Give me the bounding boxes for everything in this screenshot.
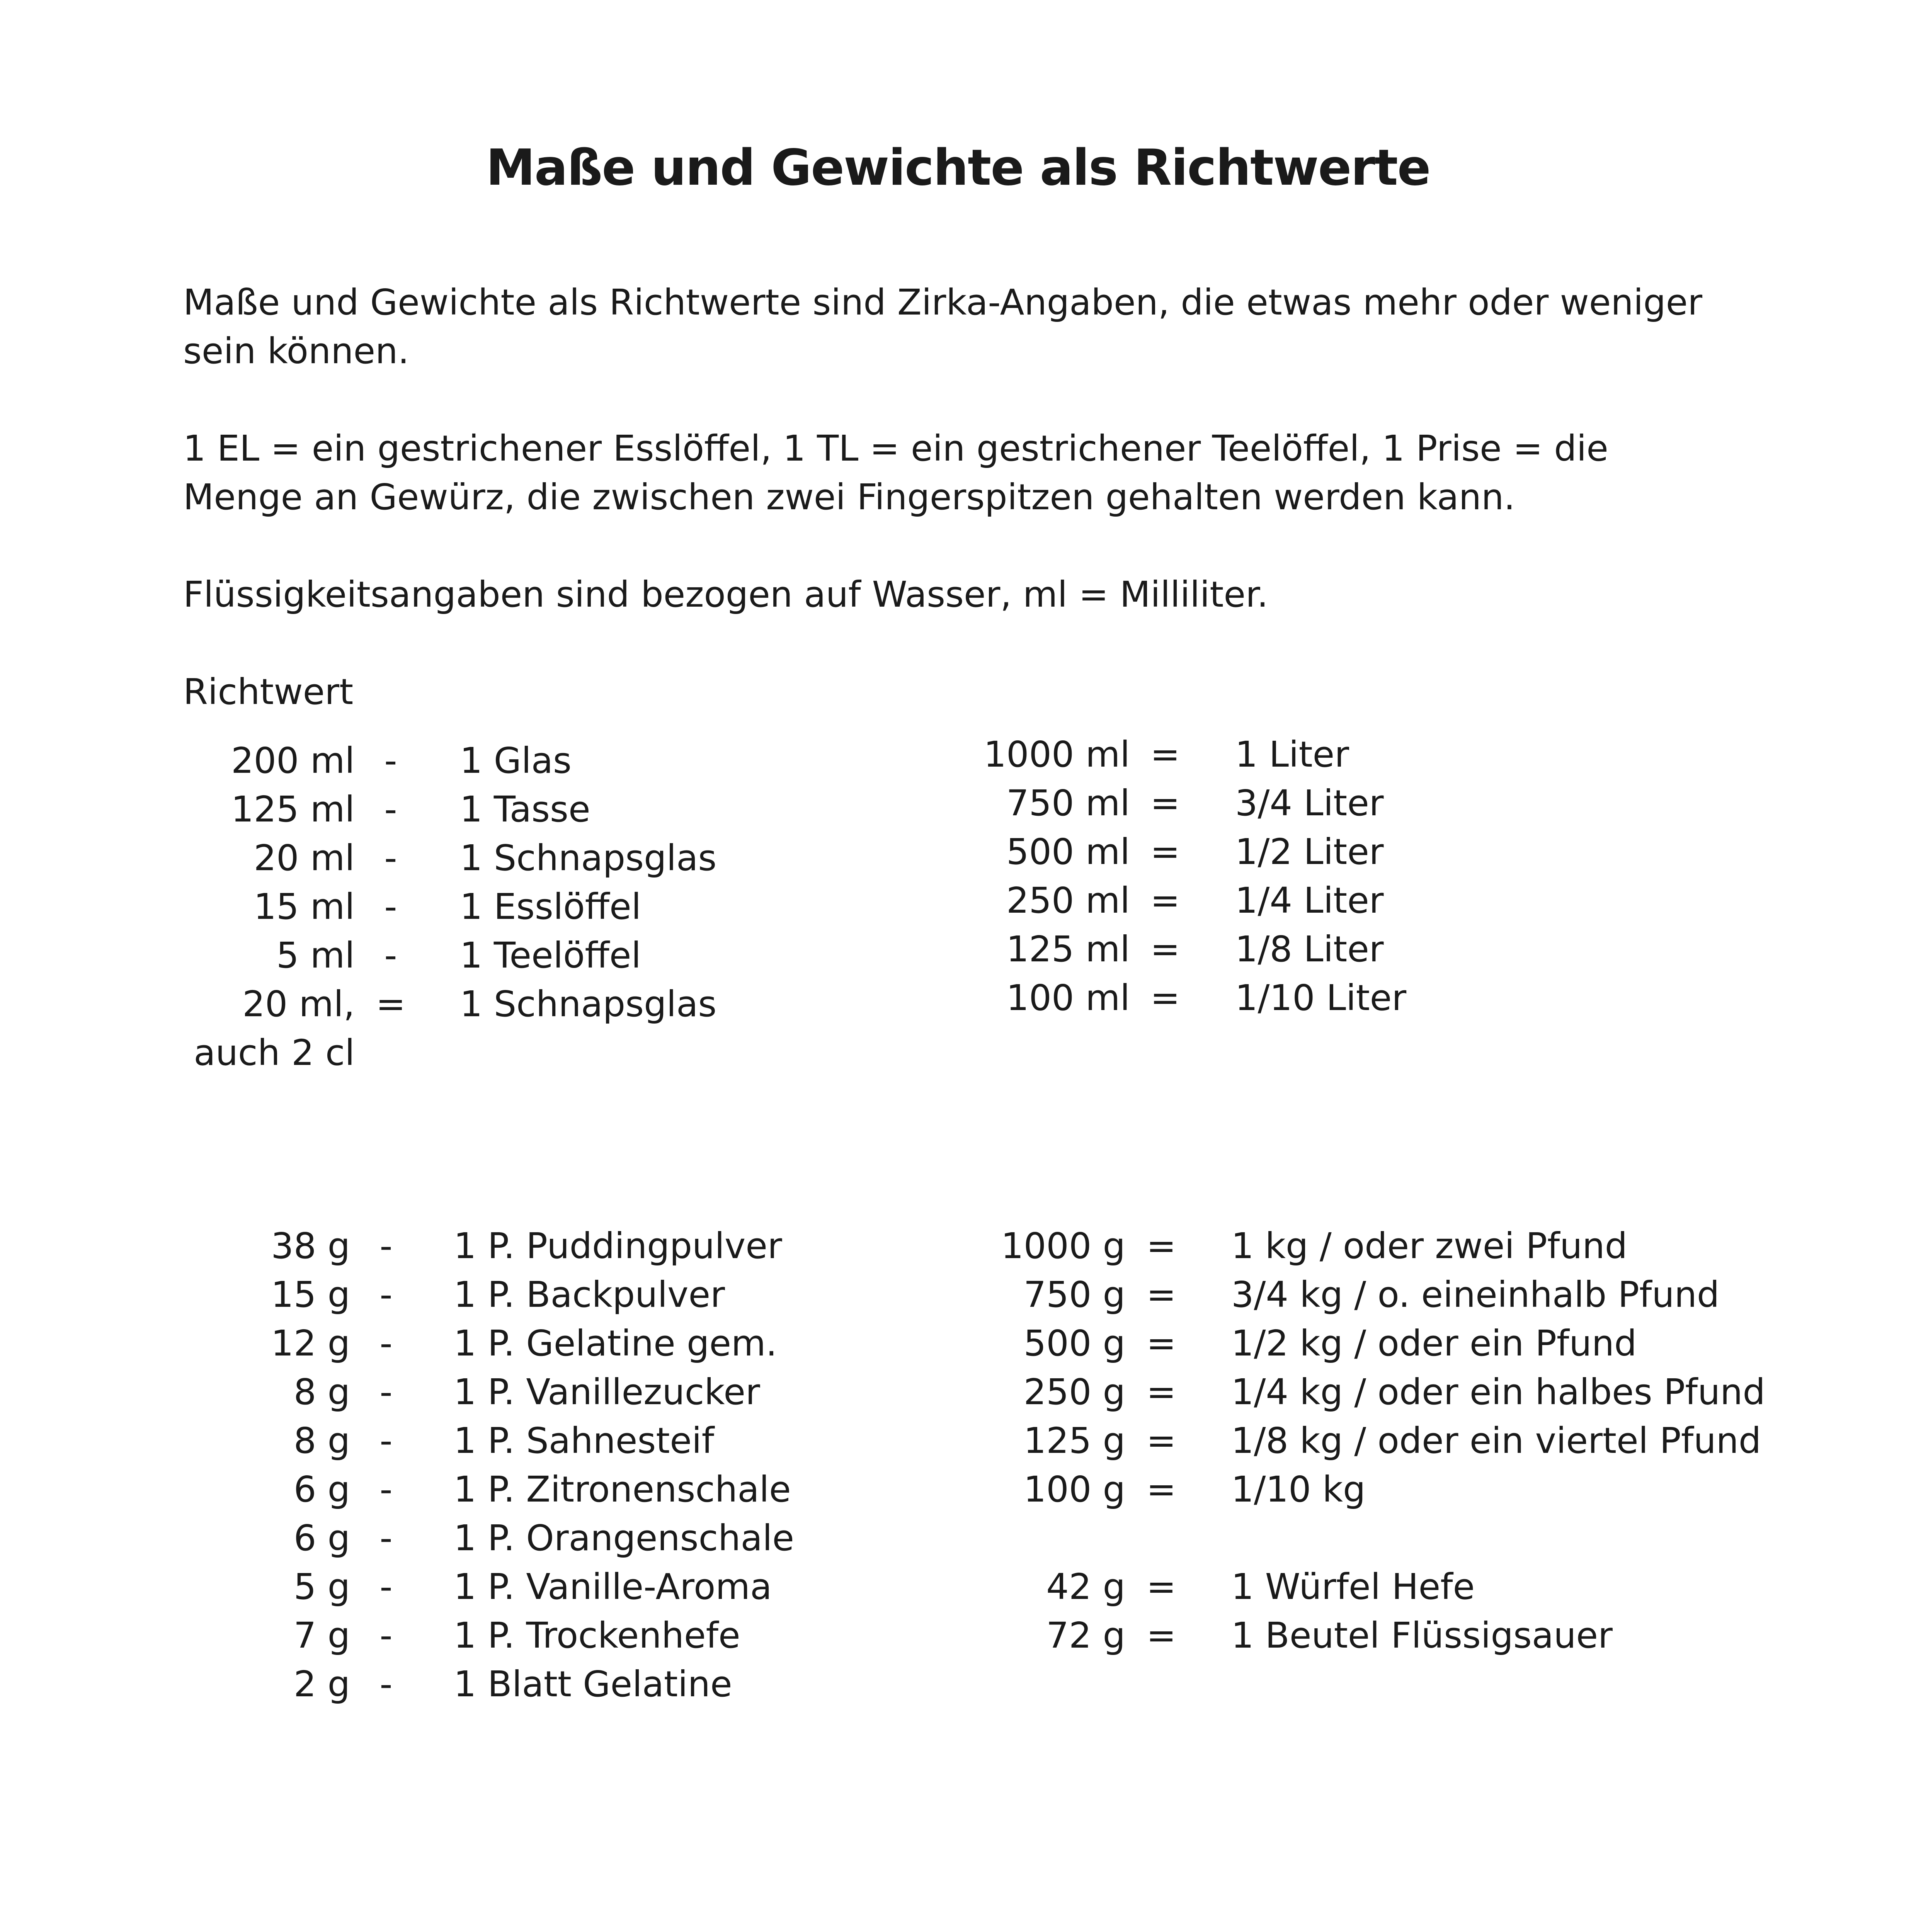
liquid-note-paragraph: Flüssigkeitsangaben sind bezogen auf Wasser, ml = Milliliter. [183,574,1268,615]
separator-cell: = [1150,977,1180,1019]
separator-cell: = [1146,1371,1176,1413]
amount-cell: 250 g [1023,1371,1125,1413]
amount-cell: 12 g [271,1323,350,1364]
description-cell: 1/2 Liter [1235,831,1384,872]
amount-cell: 125 ml [231,789,355,830]
amount-cell: 72 g [1046,1615,1125,1656]
separator-cell: - [379,1420,393,1461]
table-row [958,1563,1765,1611]
separator-cell: - [384,837,397,879]
separator-cell [1128,1514,1194,1563]
separator-cell: = [1150,831,1180,872]
description-cell: 1 Teelöffel [460,935,641,976]
table-row [183,1514,794,1563]
description-cell: 1 Schnapsglas [460,983,717,1025]
separator-cell: - [379,1469,393,1510]
table-row-spacer [958,1514,1765,1563]
amount-cell [958,1514,1125,1563]
amount-cell: 7 g [293,1615,350,1656]
amount-cell: 5 g [293,1566,350,1607]
table-row [958,876,1406,925]
separator-cell: = [1146,1225,1176,1267]
amount-cell: 750 ml [1006,782,1130,824]
amount-cell: 750 g [1023,1274,1125,1315]
separator-cell: - [384,789,397,830]
amount-cell: 125 ml [1006,929,1130,970]
richtwert-label: Richtwert [183,671,354,713]
description-cell: 1/8 Liter [1235,929,1384,970]
separator-cell: = [376,983,406,1025]
separator-cell: - [379,1615,393,1656]
volume-table-right [958,730,1406,1022]
amount-cell: 1000 ml [984,734,1130,775]
amount-cell: 38 g [271,1225,350,1267]
table-row [958,1417,1765,1465]
description-cell: 1 P. Gelatine gem. [454,1323,777,1364]
table-row [958,779,1406,828]
separator-cell: = [1146,1615,1176,1656]
volume-table-left [183,736,716,1077]
description-cell: 1 P. Orangenschale [454,1517,795,1559]
amount-cell: 1000 g [1001,1225,1125,1267]
separator-cell: - [384,740,397,781]
description-cell: 1 Glas [460,740,572,781]
table-row [958,974,1406,1022]
separator-cell: = [1150,880,1180,921]
table-row [183,980,716,1077]
separator-cell: = [1150,929,1180,970]
description-cell: 1/2 kg / oder ein Pfund [1231,1323,1637,1364]
table-row [183,931,716,980]
separator-cell: - [384,935,397,976]
table-row [958,1611,1765,1660]
description-cell: 3/4 kg / o. eineinhalb Pfund [1231,1274,1720,1315]
description-cell: 1 Würfel Hefe [1231,1566,1475,1607]
amount-cell: 250 ml [1006,880,1130,921]
description-cell: 1 P. Sahnesteif [454,1420,714,1461]
description-cell: 1 P. Vanillezucker [454,1371,760,1413]
description-cell: 3/4 Liter [1235,782,1384,824]
separator-cell: = [1146,1274,1176,1315]
amount-cell: 125 g [1023,1420,1125,1461]
separator-cell: - [379,1517,393,1559]
weight-table-right [958,1222,1765,1660]
description-cell: 1 kg / oder zwei Pfund [1231,1225,1628,1267]
amount-cell: 8 g [293,1420,350,1461]
intro-paragraph: Maße und Gewichte als Richtwerte sind Zirka-Angaben, die etwas mehr oder weniger sein können. [183,282,1703,372]
description-cell: 1 Liter [1235,734,1349,775]
table-row [958,1368,1765,1417]
amount-cell: 500 ml [1006,831,1130,872]
amount-cell: 6 g [293,1469,350,1510]
table-row [183,834,716,883]
separator-cell: = [1146,1469,1176,1510]
amount-cell: 5 ml [276,935,355,976]
table-row [183,785,716,834]
table-row [183,1319,794,1368]
separator-cell: = [1146,1323,1176,1364]
description-cell: 1 Esslöffel [460,886,642,927]
table-row [183,1563,794,1611]
table-row [958,730,1406,779]
amount-cell: 8 g [293,1371,350,1413]
weight-table-left [183,1222,794,1709]
amount-cell: 100 g [1023,1469,1125,1510]
separator-cell: - [379,1323,393,1364]
description-cell: 1 P. Backpulver [454,1274,725,1315]
table-row [183,736,716,785]
table-row [958,925,1406,974]
separator-cell: = [1146,1566,1176,1607]
separator-cell: = [1146,1420,1176,1461]
amount-cell: 42 g [1046,1566,1125,1607]
table-row [958,828,1406,876]
table-row [958,1465,1765,1514]
abbreviations-paragraph: 1 EL = ein gestrichener Esslöffel, 1 TL = ein gestrichener Teelöffel, 1 Prise = die Menge an Gewürz, die zwischen zwei Fingerspitzen gehalten werden kann. [183,428,1608,518]
amount-cell: 500 g [1023,1323,1125,1364]
table-row [183,1222,794,1270]
amount-cell: 100 ml [1006,977,1130,1019]
table-row [183,1368,794,1417]
separator-cell: - [379,1274,393,1315]
description-cell: 1 P. Zitronenschale [454,1469,791,1510]
amount-cell: 2 g [293,1663,350,1705]
description-cell: 1 Beutel Flüssigsauer [1231,1615,1613,1656]
table-row [183,883,716,931]
table-row [958,1222,1765,1270]
description-cell: 1/10 kg [1231,1469,1366,1510]
description-cell: 1 Blatt Gelatine [454,1663,732,1705]
table-row [183,1611,794,1660]
description-cell: 1/4 kg / oder ein halbes Pfund [1231,1371,1765,1413]
separator-cell: - [379,1371,393,1413]
description-cell: 1 Schnapsglas [460,837,717,879]
description-cell: 1/4 Liter [1235,880,1384,921]
amount-cell: 15 g [271,1274,350,1315]
table-row [958,1270,1765,1319]
description-cell: 1/8 kg / oder ein viertel Pfund [1231,1420,1761,1461]
separator-cell: = [1150,734,1180,775]
description-cell: 1 P. Vanille-Aroma [454,1566,772,1607]
description-cell: 1 P. Trockenhefe [454,1615,740,1656]
table-row [183,1270,794,1319]
table-row [183,1660,794,1709]
table-row [183,1465,794,1514]
amount-cell: 6 g [293,1517,350,1559]
amount-cell: 20 ml [254,837,355,879]
description-cell: 1/10 Liter [1235,977,1407,1019]
page-title: Maße und Gewichte als Richtwerte [486,139,1430,197]
separator-cell: - [379,1566,393,1607]
table-row [958,1319,1765,1368]
amount-cell: 200 ml [231,740,355,781]
separator-cell: - [384,886,397,927]
table-row [183,1417,794,1465]
description-cell: 1 P. Puddingpulver [454,1225,782,1267]
description-cell: 1 Tasse [460,789,590,830]
separator-cell: - [379,1663,393,1705]
amount-cell: 15 ml [254,886,355,927]
separator-cell: - [379,1225,393,1267]
amount-cell: 20 ml, auch 2 cl [194,983,355,1073]
separator-cell: = [1150,782,1180,824]
